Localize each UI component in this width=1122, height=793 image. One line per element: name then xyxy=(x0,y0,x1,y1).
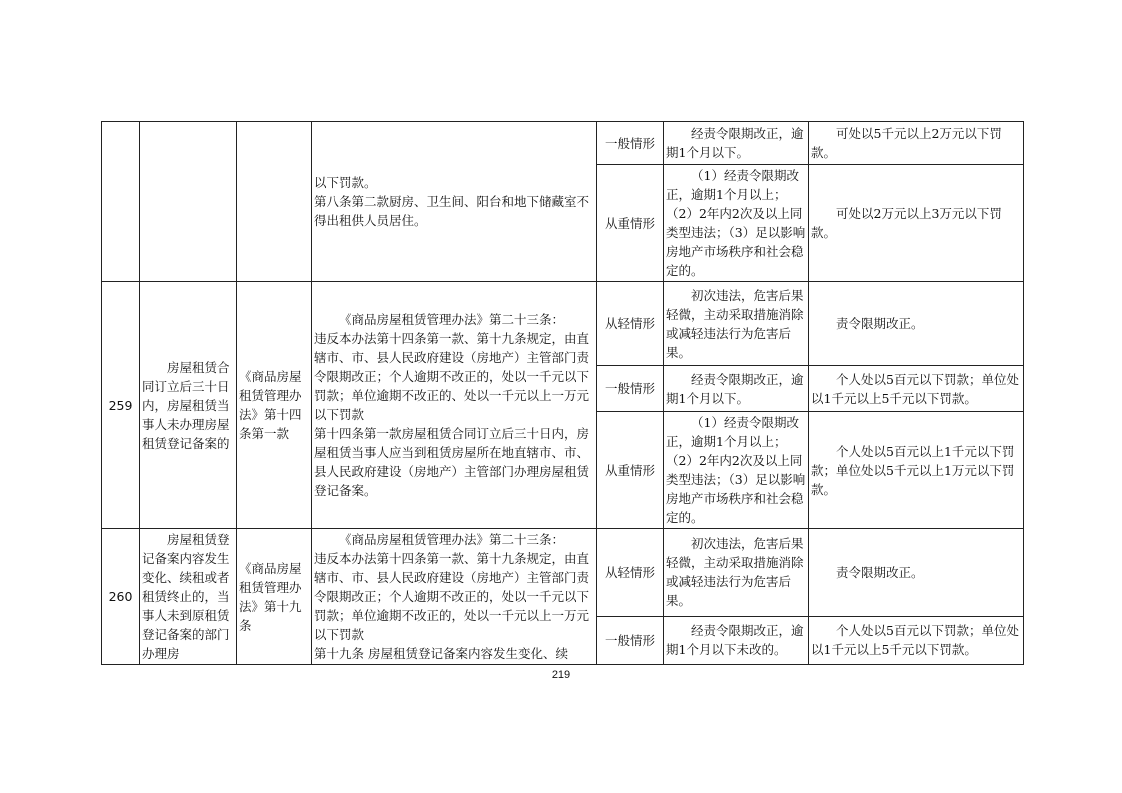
penalty-cell: 可处以5千元以上2万元以下罚款。 xyxy=(809,122,1024,165)
table-row xyxy=(102,282,1024,366)
law-text-line: 第八条第二款厨房、卫生间、阳台和地下储藏室不得出租供人员居住。 xyxy=(314,194,590,228)
penalty-discretion-table xyxy=(101,121,1024,665)
law-text-line: 《商品房屋租赁管理办法》第二十三条： xyxy=(339,532,565,547)
penalty-cell: 个人处以5百元以上1千元以下罚款；单位处以5千元以上1万元以下罚款。 xyxy=(809,412,1024,529)
penalty-cell: 可处以2万元以上3万元以下罚款。 xyxy=(809,165,1024,282)
law-text-line: 违反本办法第十四条第一款、第十九条规定，由直辖市、市、县人民政府建设（房地产）主管部门责令限期改正；个人逾期不改正的，处以一千元以下罚款；单位逾期不改正的、处以一千元以上一万元以下罚款 xyxy=(314,331,590,422)
legal-basis-cell xyxy=(237,122,312,282)
item-number-cell: 259 xyxy=(102,282,140,529)
condition-cell: 经责令限期改正，逾期1个月以下。 xyxy=(664,366,809,412)
law-text-line: 第十四条第一款房屋租赁合同订立后三十日内，房屋租赁当事人应当到租赁房屋所在地直辖市、市、县人民政府建设（房地产）主管部门办理房屋租赁登记备案。 xyxy=(314,426,590,498)
severity-cell: 一般情形 xyxy=(597,122,664,165)
law-text-line: 《商品房屋租赁管理办法》第二十三条： xyxy=(339,312,565,327)
severity-cell: 从轻情形 xyxy=(597,529,664,617)
law-text-cell xyxy=(312,282,597,529)
condition-cell: 初次违法，危害后果轻微，主动采取措施消除或减轻违法行为危害后果。 xyxy=(664,282,809,366)
legal-basis-cell: 《商品房屋租赁管理办法》第十四条第一款 xyxy=(237,282,312,529)
violation-behavior-cell: 房屋租赁合同订立后三十日内，房屋租赁当事人未办理房屋租赁登记备案的 xyxy=(140,282,237,529)
violation-behavior-cell xyxy=(140,122,237,282)
item-number-cell xyxy=(102,122,140,282)
penalty-cell: 个人处以5百元以下罚款；单位处以1千元以上5千元以下罚款。 xyxy=(809,616,1024,664)
severity-cell: 从轻情形 xyxy=(597,282,664,366)
condition-cell: （1）经责令限期改正，逾期1个月以上；（2）2年内2次及以上同类型违法；（3）足以影响房地产市场秩序和社会稳定的。 xyxy=(664,412,809,529)
law-text-line: 违反本办法第十四条第一款、第十九条规定，由直辖市、市、县人民政府建设（房地产）主管部门责令限期改正；个人逾期不改正的，处以一千元以下罚款；单位逾期不改正的，处以一千元以上一万元以下罚款 xyxy=(314,551,590,642)
condition-cell: 经责令限期改正，逾期1个月以下。 xyxy=(664,122,809,165)
law-text-line: 第十九条 房屋租赁登记备案内容发生变化、续 xyxy=(314,646,568,661)
violation-behavior-cell: 房屋租赁登记备案内容发生变化、续租或者租赁终止的，当事人未到原租赁登记备案的部门办理房 xyxy=(140,529,237,665)
severity-cell: 一般情形 xyxy=(597,616,664,664)
condition-cell: （1）经责令限期改正，逾期1个月以上；（2）2年内2次及以上同类型违法；（3）足以影响房地产市场秩序和社会稳定的。 xyxy=(664,165,809,282)
page-number: 219 xyxy=(551,669,571,681)
severity-cell: 一般情形 xyxy=(597,366,664,412)
penalty-cell: 责令限期改正。 xyxy=(809,529,1024,617)
condition-cell: 初次违法，危害后果轻微，主动采取措施消除或减轻违法行为危害后果。 xyxy=(664,529,809,617)
law-text-cell xyxy=(312,122,597,282)
table-row xyxy=(102,122,1024,165)
law-text-line: 以下罚款。 xyxy=(314,175,377,190)
penalty-cell: 责令限期改正。 xyxy=(809,282,1024,366)
law-text-cell xyxy=(312,529,597,665)
condition-cell: 经责令限期改正，逾期1个月以下未改的。 xyxy=(664,616,809,664)
table-row xyxy=(102,529,1024,617)
penalty-cell: 个人处以5百元以下罚款；单位处以1千元以上5千元以下罚款。 xyxy=(809,366,1024,412)
legal-basis-cell: 《商品房屋租赁管理办法》第十九条 xyxy=(237,529,312,665)
item-number-cell: 260 xyxy=(102,529,140,665)
severity-cell: 从重情形 xyxy=(597,165,664,282)
severity-cell: 从重情形 xyxy=(597,412,664,529)
